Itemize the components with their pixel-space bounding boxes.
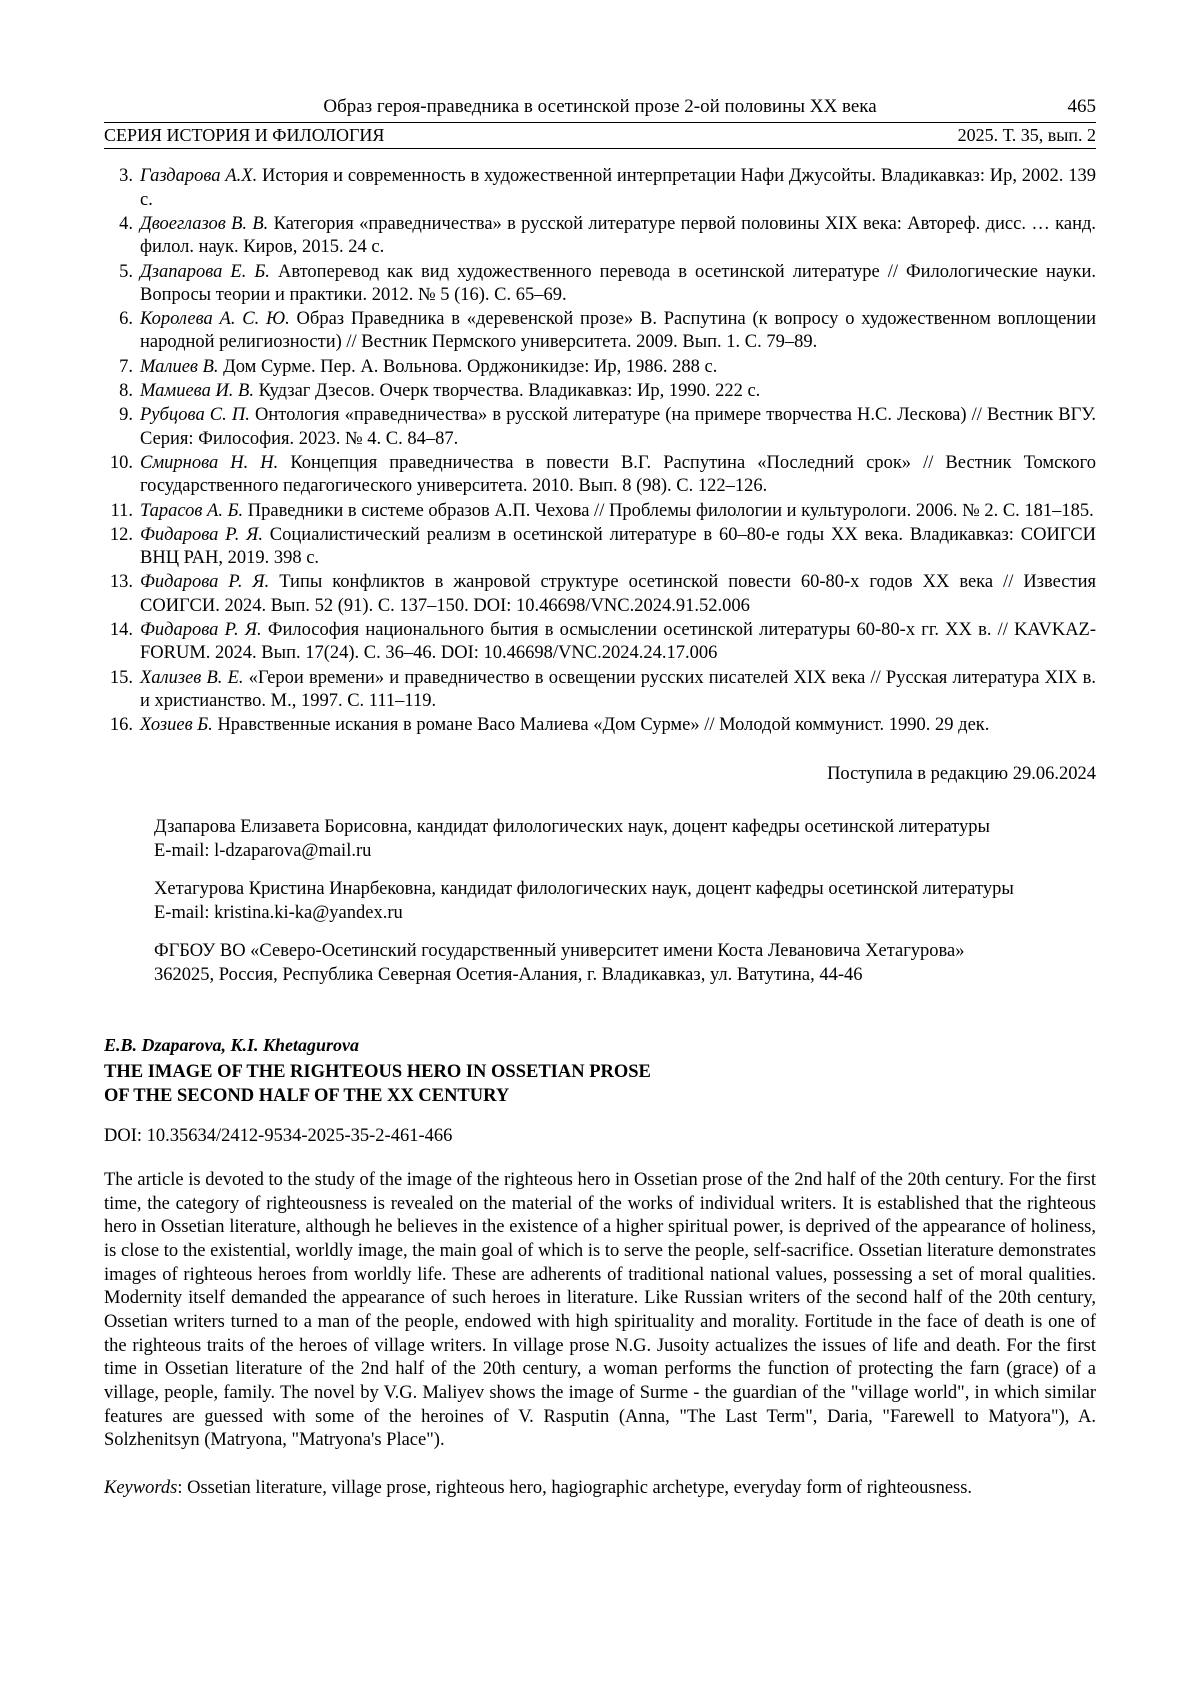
author-2-email: E-mail: kristina.ki-ka@yandex.ru xyxy=(154,902,403,923)
running-head-series xyxy=(104,125,1096,147)
reference-text xyxy=(140,571,1096,618)
running-head-title xyxy=(104,96,1096,119)
affiliation xyxy=(154,939,1096,987)
reference-details: Образ Праведника в «деревенской прозе» В. Распутина (к вопросу о художественном воплощении народной религиозности) // Вестник Пермского университета. 2009. Вып. 1. С. 79–89. xyxy=(140,309,1097,353)
reference-details: Категория «праведничества» в русской литературе первой половины XIX века: Автореф. дисс. … канд. филол. наук. Киров, 2015. 24 с. xyxy=(140,213,1097,258)
reference-author: Королева А. С. Ю. xyxy=(140,309,290,330)
author-1-email: E-mail: l-dzaparova@mail.ru xyxy=(154,840,372,861)
reference-text xyxy=(140,524,1096,571)
reference-author: Хализев В. Е. xyxy=(140,667,244,688)
author-2 xyxy=(154,877,1096,925)
reference-details: Автоперевод как вид художественного перевода в осетинской литературе // Филологические науки. Вопросы теории и практики. 2012. № 5 (16). С. 65–69. xyxy=(140,261,1096,305)
reference-author: Тарасов А. Б. xyxy=(140,500,244,521)
reference-item xyxy=(104,524,1096,571)
english-title-line-1: THE IMAGE OF THE RIGHTEOUS HERO IN OSSETIAN PROSE xyxy=(104,1061,651,1082)
reference-details: Кудзаг Дзесов. Очерк творчества. Владикавказ: Ир, 1990. 222 с. xyxy=(253,381,761,402)
reference-text xyxy=(140,619,1096,666)
reference-details: Онтология «праведничества» в русской литературе (на примере творчества Н.С. Лескова) // Вестник ВГУ. Серия: Философия. 2023. № 4. С. 84–87. xyxy=(140,405,1096,449)
reference-item xyxy=(104,165,1096,212)
reference-details: Социалистический реализм в осетинской литературе в 60–80-е годы XX века. Владикавказ: СОИГСИ ВНЦ РАН, 2019. 398 с. xyxy=(140,524,1096,569)
reference-author: Фидарова Р. Я. xyxy=(140,524,263,545)
reference-text xyxy=(140,667,1096,714)
header-rule-top xyxy=(104,122,1096,123)
author-2-name: Хетагурова Кристина Инарбековна, кандидат филологических наук, доцент кафедры осетинской литературы xyxy=(154,878,1014,899)
reference-details: Праведники в системе образов А.П. Чехова // Проблемы филологии и культурологи. 2006. № 2. С. 181–185. xyxy=(243,500,1094,521)
reference-text xyxy=(140,500,1096,523)
reference-text xyxy=(140,404,1096,451)
reference-author: Газдарова А.Х. xyxy=(140,166,258,187)
reference-number: 12. xyxy=(109,524,133,545)
issue-info: 2025. Т. 35, вып. 2 xyxy=(957,124,1096,145)
reference-details: «Герои времени» и праведничество в освещении русских писателей XIX века // Русская литература XIX в. и христианство. М., 1997. С. 111–119. xyxy=(140,667,1096,711)
affiliation-line-2: 362025, Россия, Республика Северная Осетия-Алания, г. Владикавказ, ул. Ватутина, 44-46 xyxy=(154,964,863,985)
reference-details: История и современность в художественной интерпретации Нафи Джусойты. Владикавказ: Ир, 2002. 139 с. xyxy=(140,166,1096,210)
reference-author: Хозиев Б. xyxy=(140,715,213,736)
reference-item xyxy=(104,619,1096,666)
reference-item xyxy=(104,380,1096,403)
reference-item xyxy=(104,404,1096,451)
reference-item xyxy=(104,500,1096,523)
reference-text xyxy=(140,213,1096,260)
reference-text xyxy=(140,452,1096,499)
reference-item xyxy=(104,714,1096,737)
reference-author: Дзапарова Е. Б. xyxy=(140,261,270,282)
reference-text xyxy=(140,356,1096,379)
reference-item xyxy=(104,452,1096,499)
series-name: СЕРИЯ ИСТОРИЯ И ФИЛОЛОГИЯ xyxy=(104,124,385,145)
reference-details: Дом Сурме. Пер. А. Вольнова. Орджоникидзе: Ир, 1986. 288 с. xyxy=(218,356,718,377)
keywords-label: Keywords xyxy=(104,1477,178,1498)
english-authors: E.B. Dzaparova, K.I. Khetagurova xyxy=(104,1034,360,1055)
reference-number: 13. xyxy=(109,572,133,593)
keywords-line xyxy=(104,1477,1096,1501)
reference-details: Нравственные искания в романе Васо Малиева «Дом Сурме» // Молодой коммунист. 1990. 29 дек. xyxy=(212,715,990,736)
reference-number: 6. xyxy=(119,309,133,330)
reference-number: 16. xyxy=(109,715,133,736)
reference-number: 3. xyxy=(119,166,133,187)
author-1-name: Дзапарова Елизавета Борисовна, кандидат филологических наук, доцент кафедры осетинской литературы xyxy=(154,816,990,837)
english-title-line-2: OF THE SECOND HALF OF THE XX CENTURY xyxy=(104,1085,510,1106)
reference-text xyxy=(140,165,1096,212)
reference-author: Мамиева И. В. xyxy=(140,381,254,402)
reference-list xyxy=(104,165,1096,737)
keywords-text: : Ossetian literature, village prose, righteous hero, hagiographic archetype, everyday form of righteousness. xyxy=(177,1477,973,1498)
page-number: 465 xyxy=(1067,96,1096,117)
affiliation-line-1: ФГБОУ ВО «Северо-Осетинский государственный университет имени Коста Левановича Хетагурова» xyxy=(154,940,965,961)
received-date: Поступила в редакцию 29.06.2024 xyxy=(827,763,1096,784)
reference-author: Смирнова Н. Н. xyxy=(140,452,279,473)
reference-text xyxy=(140,714,1096,737)
abstract-text: The article is devoted to the study of the image of the righteous hero in Ossetian prose of the 2nd half of the 20th century. For the first time, the category of righteousness is revealed on the material of the works of individual writers. It is established that the righteous hero in Ossetian literature, although he believes in the existence of a higher spiritual power, is deprived of the appearance of holiness, is close to the existential, worldly image, the main goal of which is to serve the people, self-sacrifice. Ossetian literature demonstrates images of righteous heroes from worldly life. These are adherents of traditional national values, possessing a set of moral qualities. Modernity itself demanded the appearance of such heroes in literature. Like Russian writers of the second half of the 20th century, Ossetian writers turned to a man of the people, endowed with high spirituality and morality. Fortitude in the face of death is one of the righteous traits of the heroes of village writers. In village prose N.G. Jusoity actualizes the issues of life and death. For the first time in Ossetian literature of the 2nd half of the 20th century, a woman performs the function of protecting the farn (grace) of a village, people, family. The novel by V.G. Maliyev shows the image of Surme - the guardian of the "village world", in which similar features are guessed with some of the heroines of V. Rasputin (Anna, "The Last Term", Daria, "Farewell to Matyora"), A. Solzhenitsyn (Matryona, "Matryona's Place"). xyxy=(104,1169,1096,1451)
reference-item xyxy=(104,308,1096,355)
header-rule-bottom xyxy=(104,148,1096,149)
reference-author: Фидарова Р. Я. xyxy=(140,572,270,593)
reference-item xyxy=(104,571,1096,618)
authors-block-ru xyxy=(104,815,1096,987)
reference-number: 10. xyxy=(109,452,133,473)
reference-item xyxy=(104,356,1096,379)
reference-number: 11. xyxy=(110,500,133,521)
english-title xyxy=(104,1060,1096,1108)
reference-item xyxy=(104,667,1096,714)
reference-item xyxy=(104,213,1096,260)
english-block xyxy=(104,1035,1096,1501)
reference-text xyxy=(140,261,1096,308)
reference-author: Малиев В. xyxy=(140,356,219,377)
reference-number: 5. xyxy=(119,261,133,282)
reference-details: Философия национального бытия в осмыслении осетинской литературы 60-80-х гг. XX в. // KAVKAZ-FORUM. 2024. Вып. 17(24). С. 36–46. DOI: 10.46698/VNC.2024.24.17.006 xyxy=(140,620,1097,664)
reference-details: Типы конфликтов в жанровой структуре осетинской повести 60-80-х годов XX века // Известия СОИГСИ. 2024. Вып. 52 (91). С. 137–150. DOI: 10.46698/VNC.2024.91.52.006 xyxy=(140,572,1096,616)
reference-number: 14. xyxy=(109,620,133,641)
reference-details: Концепция праведничества в повести В.Г. Распутина «Последний срок» // Вестник Томского государственного педагогического университета. 2010. Вып. 8 (98). С. 122–126. xyxy=(140,452,1096,497)
reference-item xyxy=(104,261,1096,308)
reference-text xyxy=(140,308,1096,355)
reference-number: 9. xyxy=(119,405,133,426)
reference-author: Двоеглазов В. В. xyxy=(140,213,269,234)
running-head-text: Образ героя-праведника в осетинской прозе 2-ой половины XX века xyxy=(323,96,877,117)
reference-author: Рубцова С. П. xyxy=(140,405,250,426)
doi-line: DOI: 10.35634/2412-9534-2025-35-2-461-466 xyxy=(104,1125,453,1146)
author-1 xyxy=(154,815,1096,863)
reference-text xyxy=(140,380,1096,403)
reference-number: 8. xyxy=(119,381,133,402)
reference-author: Фидарова Р. Я. xyxy=(140,620,262,641)
reference-number: 15. xyxy=(109,667,133,688)
reference-number: 7. xyxy=(119,356,133,377)
reference-number: 4. xyxy=(119,213,133,234)
